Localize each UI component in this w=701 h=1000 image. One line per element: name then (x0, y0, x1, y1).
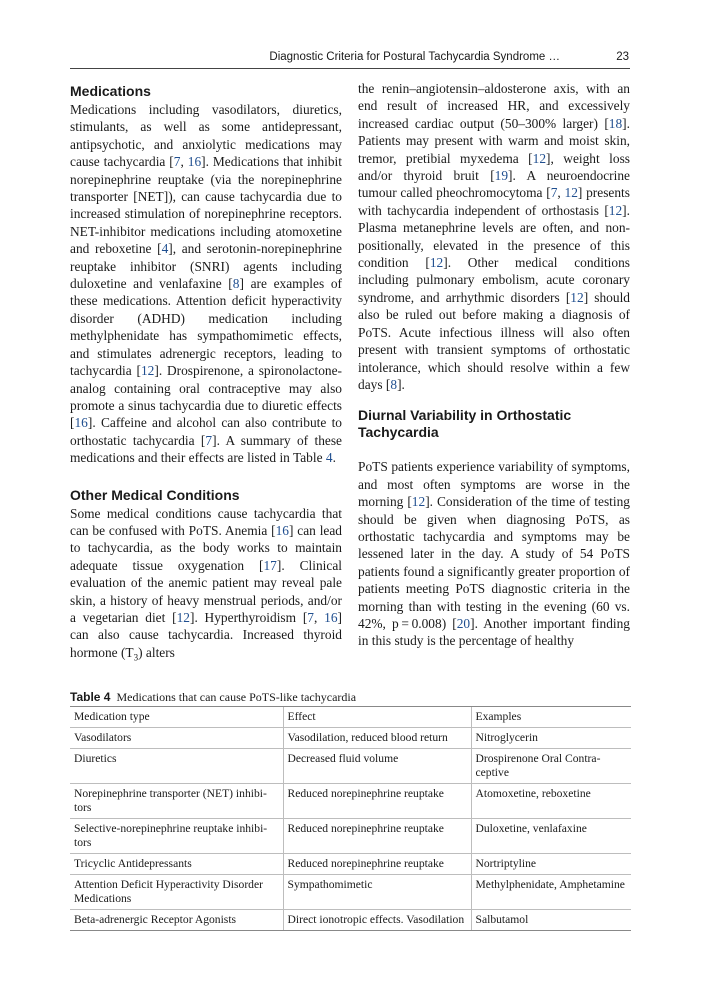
table-cell: Direct ionotropic effects. Vasodilation (283, 910, 471, 931)
table-cell: Duloxetine, venlafaxine (471, 819, 631, 854)
citation-link[interactable]: 20 (456, 615, 471, 631)
citation-link[interactable]: 12 (570, 289, 584, 305)
table-cell: Atomoxetine, reboxetine (471, 784, 631, 819)
citation-link[interactable]: 16 (275, 522, 289, 538)
citation-link[interactable]: 18 (608, 115, 623, 131)
table-cell: Decreased fluid volume (283, 749, 471, 784)
section-heading-medications: Medications (70, 83, 151, 99)
table-cell: Sympathomimetic (283, 875, 471, 910)
section-heading-diurnal: Diurnal Variability in Orthostatic Tachycardia (358, 407, 572, 441)
other-conditions-text: Some medical conditions cause tachycardia that can be confused with PoTS. Anemia [16] can lead to tachycardia, as the body works to maintain adequate tissue oxygenation [17]. Clinical evaluation of the anemic patient may reveal pale skin, a history of heavy menstrual periods, and/or a vegetarian diet [12]. Hyperthyroidism [7, 16] can also cause tachycardia. Increased thyroid hormone (T (70, 505, 342, 660)
table-row (70, 784, 631, 819)
citation-link[interactable]: 4 (161, 241, 169, 257)
table-cell: Attention Deficit Hyperactivity Disorder Medications (70, 875, 283, 910)
table-cell: Vasodilation, reduced blood return (283, 728, 471, 749)
column-header: Effect (283, 707, 471, 728)
table-cell: Beta-adrenergic Receptor Agonists (70, 910, 283, 931)
other-conditions-text-end: ) alters (138, 644, 175, 660)
citation-link[interactable]: 12 (411, 494, 426, 510)
left-column (70, 80, 342, 661)
diurnal-paragraph: PoTS patients experience variability of symptoms, and most often symptoms are worse in the morning [12]. Consideration of the time of testing should be given when diagnosing PoTS, as orthostatic tachycardia and symptoms may be lessened later in the day. A study of 54 PoTS patients found a significantly greater proportion of patients meeting PoTS diagnostic criteria in the morning than with testing in the evening (60 vs. 42%, p = 0.008) [20]. Another important finding in this study is the percentage of healthy (358, 459, 630, 649)
table-label: Table 4 (70, 690, 111, 704)
citation-link[interactable]: 16 (74, 415, 88, 431)
table-row (70, 875, 631, 910)
table-header-row (70, 707, 631, 728)
citation-link[interactable]: 8 (390, 376, 398, 392)
citation-link[interactable]: 19 (494, 168, 509, 184)
table-cell: Norepinephrine transporter (NET) inhibitors (70, 784, 283, 819)
t3-subscript: 3 (133, 652, 139, 663)
table-reference-link[interactable]: 4 (325, 450, 333, 466)
table-cell: Tricyclic Antidepressants (70, 854, 283, 875)
table-caption-text: Medications that can cause PoTS-like tachycardia (116, 690, 357, 704)
citation-link[interactable]: 12 (429, 255, 444, 271)
other-conditions-paragraph-left (70, 505, 342, 662)
citation-link[interactable]: 12 (564, 185, 578, 201)
section-heading-other-conditions: Other Medical Conditions (70, 486, 240, 503)
table-cell: Salbutamol (471, 910, 631, 931)
citation-link[interactable]: 12 (140, 363, 155, 379)
table-cell: Vasodilators (70, 728, 283, 749)
table-row (70, 819, 631, 854)
table-row (70, 910, 631, 931)
page-number: 23 (616, 51, 629, 63)
table-row (70, 728, 631, 749)
table-cell: Reduced norepinephrine reuptake (283, 784, 471, 819)
citation-link[interactable]: 17 (263, 557, 277, 573)
citation-link[interactable]: 16 (324, 609, 338, 625)
running-title: Diagnostic Criteria for Postural Tachycardia Syndrome … (269, 51, 560, 63)
running-header (70, 48, 630, 69)
citation-link[interactable]: 7 (205, 432, 213, 448)
table-caption (70, 690, 630, 705)
column-header: Examples (471, 707, 631, 728)
citation-link[interactable]: 7 (173, 154, 181, 170)
right-column (358, 80, 630, 650)
citation-link[interactable]: 8 (232, 276, 240, 292)
medications-table (70, 706, 631, 931)
table-cell: Nortriptyline (471, 854, 631, 875)
other-conditions-paragraph-right: the renin–angiotensin–aldosterone axis, with an end result of increased HR, and excessively increased cardiac output (50–300% larger) [18]. Patients may present with warm and moist skin, tremor, pretibial myxedema [12], weight loss and/or thyroid bruit [19]. A neuroendocrine tumour called pheochromocytoma [7, 12] presents with tachycardia independent of orthostasis [12]. Plasma metanephrine levels are often, and non-positionally, elevated in the presence of this condition [12]. Other medical conditions including pulmonary embolism, acute coronary syndrome, and arrhythmic disorders [12] should also be ruled out before making a diagnosis of PoTS. Acute infectious illness will also often present with transient symptoms of orthostatic intolerance, which should resolve within a few days [8]. (358, 81, 630, 392)
table-cell: Reduced norepinephrine reuptake (283, 819, 471, 854)
citation-link[interactable]: 12 (608, 202, 623, 218)
table-cell: Reduced norepinephrine reuptake (283, 854, 471, 875)
citation-link[interactable]: 12 (176, 609, 190, 625)
citation-link[interactable]: 16 (187, 154, 202, 170)
citation-link[interactable]: 12 (532, 150, 547, 166)
column-header: Medication type (70, 707, 283, 728)
table-cell: Diuretics (70, 749, 283, 784)
table-cell: Selective-norepinephrine reuptake inhibitors (70, 819, 283, 854)
citation-link[interactable]: 7 (550, 185, 558, 201)
table-cell: Nitroglycerin (471, 728, 631, 749)
medications-paragraph: Medications including vasodilators, diuretics, stimulants, as well as some antidepressant, antipsychotic, and anxiolytic medications may cause tachycardia [7, 16]. Medications that inhibit norepinephrine reuptake (via the norepinephrine transporter [NET]), can cause tachycardia due to increased stimulation of norepinephrine receptors. NET-inhibitor medications including atomoxetine and reboxetine [4], and serotonin-norepinephrine reuptake inhibitor (SNRI) agents including duloxetine and venlafaxine [8] are examples of these medications. Attention deficit hyperactivity disorder (ADHD) medication including methylphenidate has sympathomimetic effects, and stimulates adrenergic receptors, leading to tachycardia [12]. Drospirenone, a spironolactone-analog containing oral contraceptive may also promote a sinus tachycardia due to diuretic effects [16]. Caffeine and alcohol can also contribute to orthostatic tachycardia [7]. A summary of these medications and their effects are listed in Table 4. (70, 102, 343, 466)
table-row (70, 749, 631, 784)
citation-link[interactable]: 7 (307, 609, 314, 625)
table-row (70, 854, 631, 875)
table-cell: Methylphenidate, Amphetamine (471, 875, 631, 910)
table-cell: Drospirenone Oral Contraceptive (471, 749, 631, 784)
